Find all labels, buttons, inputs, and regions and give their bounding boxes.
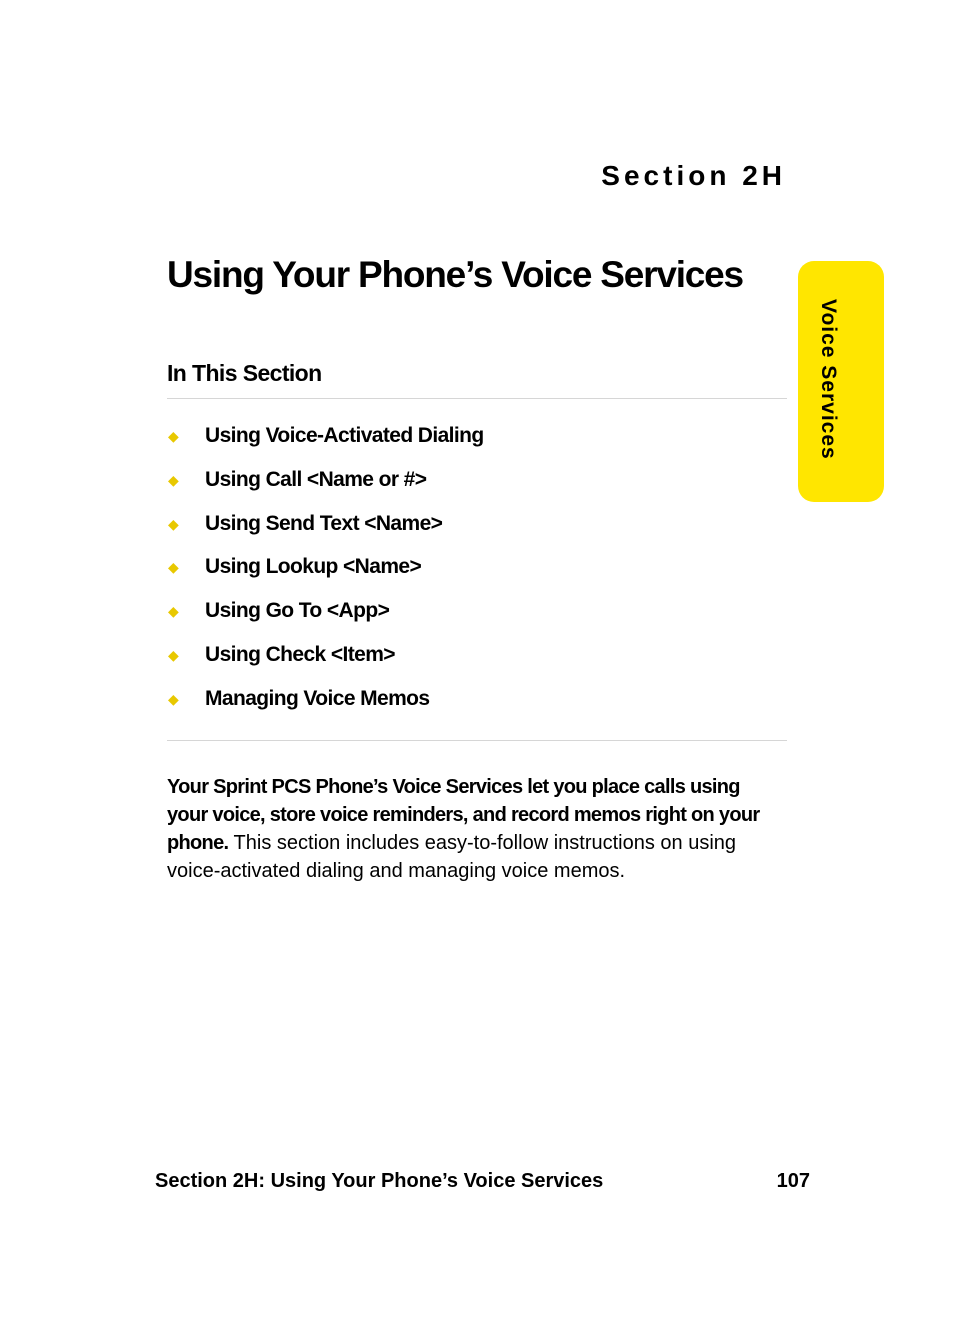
side-tab-label: Voice Services bbox=[817, 299, 840, 460]
toc-bottom-divider bbox=[167, 740, 787, 741]
diamond-bullet-icon: ◆ bbox=[168, 690, 179, 707]
diamond-bullet-icon: ◆ bbox=[168, 428, 179, 444]
page-number: 107 bbox=[776, 1170, 810, 1192]
toc-item-label: Using Send Text <Name> bbox=[205, 511, 443, 535]
diamond-bullet-icon: ◆ bbox=[168, 515, 179, 532]
toc-item[interactable] bbox=[167, 551, 787, 595]
diamond-bullet-icon: ◆ bbox=[168, 603, 179, 620]
toc-item[interactable] bbox=[167, 639, 787, 683]
toc-item[interactable] bbox=[167, 420, 787, 464]
toc-item-label: Using Voice-Activated Dialing bbox=[205, 424, 484, 447]
toc-item[interactable] bbox=[167, 464, 787, 508]
toc-item-label: Using Check <Item> bbox=[205, 642, 395, 666]
intro-paragraph bbox=[167, 773, 777, 885]
section-label: Section 2H bbox=[601, 160, 786, 191]
diamond-bullet-icon: ◆ bbox=[168, 471, 179, 488]
toc-list bbox=[167, 420, 787, 727]
diamond-bullet-icon: ◆ bbox=[168, 646, 179, 663]
toc-item[interactable] bbox=[167, 508, 787, 552]
page-title: Using Your Phone’s Voice Services bbox=[167, 254, 743, 295]
toc-top-divider bbox=[167, 398, 787, 399]
toc-heading: In This Section bbox=[167, 360, 322, 386]
toc-item-label: Using Lookup <Name> bbox=[205, 555, 422, 579]
toc-item[interactable] bbox=[167, 683, 787, 727]
toc-item[interactable] bbox=[167, 595, 787, 639]
page-footer bbox=[155, 1170, 810, 1193]
toc-item-label: Managing Voice Memos bbox=[205, 686, 430, 710]
side-tab bbox=[798, 261, 884, 502]
toc-item-label: Using Call <Name or #> bbox=[205, 467, 427, 491]
intro-lead: Your Sprint PCS Phone’s Voice Services let you place calls using your voice, store voice reminders, and record memos right on your phone. bbox=[167, 776, 760, 854]
intro-body: This section includes easy-to-follow instructions on using voice-activated dialing and managing voice memos. bbox=[167, 832, 737, 882]
toc-item-label: Using Go To <App> bbox=[205, 599, 390, 623]
footer-running-title: Section 2H: Using Your Phone’s Voice Services bbox=[155, 1170, 604, 1192]
diamond-bullet-icon: ◆ bbox=[168, 559, 179, 576]
